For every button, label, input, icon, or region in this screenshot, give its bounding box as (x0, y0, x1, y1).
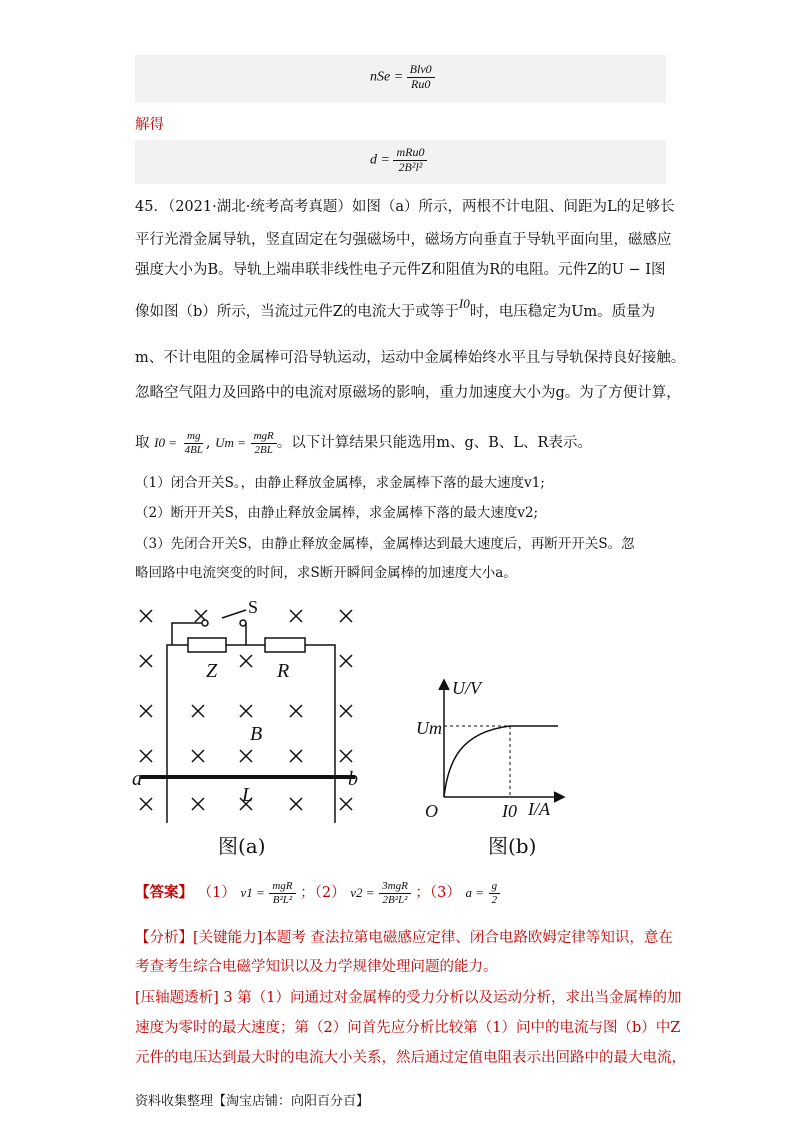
eq1-denominator: Ru0 (411, 76, 431, 91)
problem-line7a: 取 (135, 435, 150, 452)
answer-line (135, 880, 500, 906)
footer: 资料收集整理【淘宝店铺：向阳百分百】 (135, 1094, 370, 1109)
problem-line1-rest: 如图（a）所示，两根不计电阻、间距为L的足够长 (351, 199, 675, 215)
analysis-line-3: [压轴题透析] 3 第（1）问通过对金属棒的受力分析以及运动分析，求出当金属棒的加 (135, 990, 682, 1006)
x-axis-arrow (554, 792, 564, 802)
answer-v1: v1 = (240, 885, 265, 901)
U-I-curve (444, 726, 558, 797)
inline-I0: I0 (458, 296, 470, 311)
analysis-line-1: 【分析】[关键能力]本题考 查法拉第电磁感应定律、闭合电路欧姆定律等知识，意在 (135, 930, 673, 946)
y-axis-arrow (439, 680, 449, 690)
problem-line-1 (135, 197, 675, 217)
eq2-numerator: mRu0 (393, 146, 427, 161)
label-I0: I0 (502, 801, 517, 821)
answer-p3: ；（3） (415, 885, 461, 902)
caption-a: 图(a) (218, 834, 266, 858)
answer-p2: ；（2） (300, 885, 346, 902)
problem-line4b: 时，电压稳定为Um。质量为 (469, 304, 656, 320)
eq2-lhs: d = (370, 152, 390, 168)
problem-line-5: m、不计电阻的金属棒可沿导轨运动，运动中金属棒始终水平且与导轨保持良好接触。 (135, 350, 686, 366)
switch-contact-right (240, 620, 246, 626)
label-b: b (348, 768, 358, 790)
switch-contact-left (202, 620, 208, 626)
figure-a (130, 595, 370, 865)
question-3b: 略回路中电流突变的时间，求S断开瞬间金属棒的加速度大小a。 (135, 565, 517, 581)
analysis-line-2: 考查考生综合电磁学知识以及力学规律处理问题的能力。 (135, 959, 498, 975)
eq1-lhs: nSe = (370, 69, 404, 85)
equation-1 (370, 63, 435, 92)
question-2: （2）断开开关S，由静止释放金属棒，求金属棒下落的最大速度v2; (135, 505, 539, 521)
answer-p1: （1） (197, 885, 236, 902)
label-B: B (250, 723, 263, 745)
caption-b: 图(b) (488, 834, 537, 858)
solve-label: 解得 (135, 117, 164, 133)
answer-a: a = (465, 885, 485, 901)
resistor-R-box (265, 638, 305, 652)
origin-label: O (425, 801, 438, 821)
answer-v2: v2 = (350, 885, 375, 901)
analysis-line-5: 元件的电压达到最大时的电流大小关系，然后通过定值电阻表示出回路中的最大电流， (135, 1050, 686, 1066)
answer-v2-den: 2B²L² (382, 893, 408, 906)
figure-b (410, 672, 600, 832)
equation-box-2 (135, 140, 666, 184)
label-L: L (242, 784, 254, 806)
problem-line4a: 像如图（b）所示，当流过元件Z的电流大于或等于 (135, 304, 459, 320)
problem-line-6: 忽略空气阻力及回路中的电流对原磁场的影响，重力加速度大小为g。为了方便计算， (135, 385, 681, 401)
answer-v1-num: mgR (269, 880, 295, 894)
element-Z-box (188, 638, 226, 652)
formula-I0-lhs: I0 = (154, 435, 177, 451)
eq1-numerator: Blv0 (407, 63, 435, 78)
label-Um: Um (416, 718, 442, 738)
problem-number: 45． (135, 199, 168, 215)
answer-a-den: 2 (491, 893, 498, 906)
formula-Um-lhs: Um = (215, 435, 246, 451)
label-S: S (248, 597, 259, 617)
problem-line-2: 平行光滑金属导轨，竖直固定在匀强磁场中，磁场方向垂直于导轨平面向里，磁感应 (135, 232, 672, 248)
equation-box-1 (135, 55, 666, 103)
eq2-denominator: 2B²l² (398, 159, 423, 174)
question-3a: （3）先闭合开关S，由静止释放金属棒，金属棒达到最大速度后，再断开开关S。忽 (135, 536, 635, 552)
question-1: （1）闭合开关S。，由静止释放金属棒，求金属棒下落的最大速度v1; (135, 475, 545, 491)
formula-I0-den: 4BL (184, 443, 203, 456)
formula-Um-num: mgR (251, 430, 277, 444)
problem-line-3: 强度大小为B。导轨上端串联非线性电子元件Z和阻值为R的电阻。元件Z的U − I图 (135, 262, 666, 278)
equation-2 (370, 146, 427, 175)
label-R: R (277, 660, 290, 682)
label-Z: Z (206, 660, 218, 682)
axis-label-y: U/V (452, 678, 481, 698)
problem-line7b: 。以下计算结果只能选用m、g、B、L、R表示。 (276, 435, 592, 452)
formula-I0-num: mg (184, 430, 203, 444)
formula-Um-den: 2BL (254, 443, 273, 456)
problem-line-4 (135, 296, 656, 322)
label-a: a (132, 768, 142, 790)
answer-tag: 【答案】 (135, 884, 193, 902)
answer-a-num: g (489, 880, 501, 894)
analysis-line-4: 速度为零时的最大速度；第（2）问首先应分析比较第（1）问中的电流与图（b）中Z (135, 1020, 681, 1036)
problem-line-7: 取 I0 = $\frac{mg}{4BL}$ , Um = $\frac{\text{mgR}}{2BL}$ 。以下计算结果只能选用m、g、B、L、R表示。 (135, 430, 592, 456)
axis-label-x: I/A (528, 799, 550, 819)
problem-source: （2021·湖北·统考高考真题） (167, 199, 352, 215)
answer-v2-num: 3mgR (379, 880, 411, 894)
answer-v1-den: B²L² (272, 893, 293, 906)
